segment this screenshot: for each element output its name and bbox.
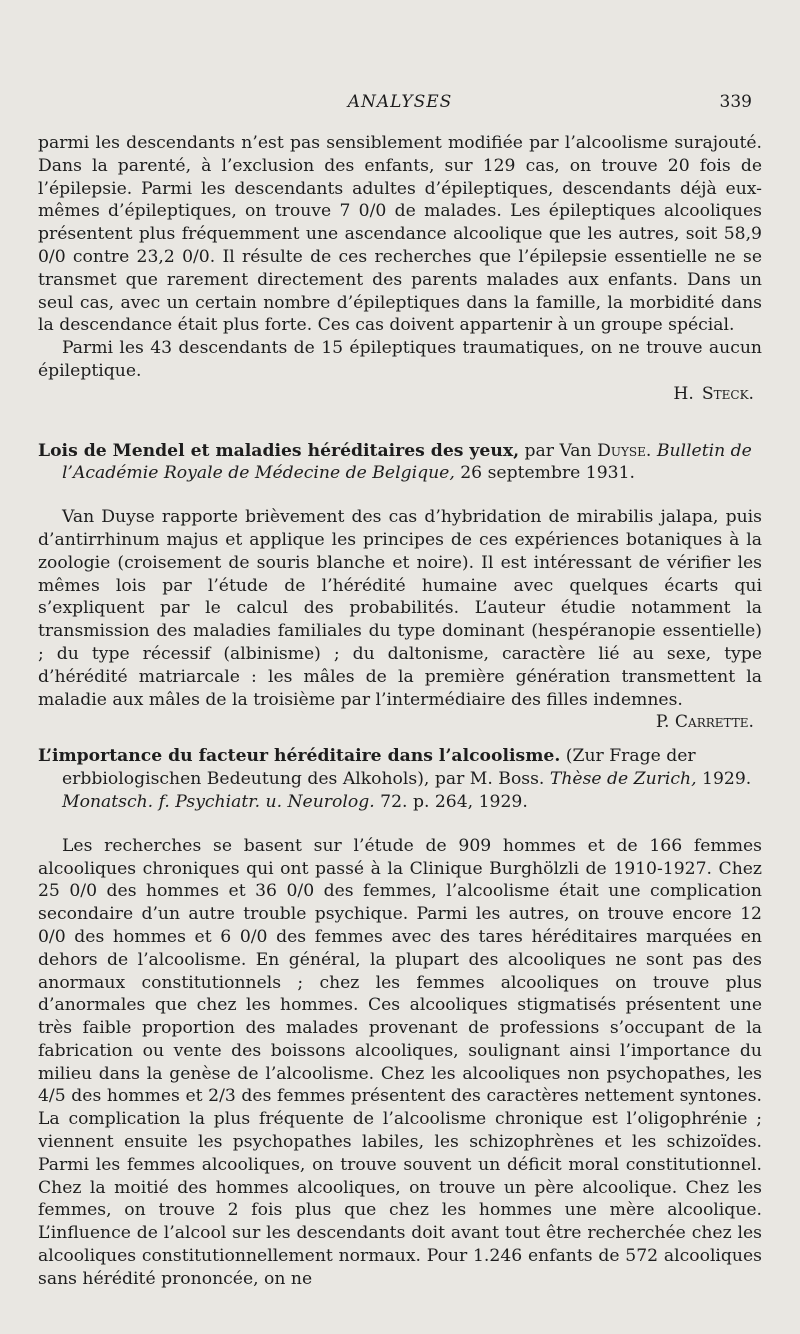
continued-paragraph: parmi les descendants n’est pas sensiblement modifiée par l’alcoolisme surajouté. Dans la parenté, à l’exclusion des enfants, sur 129 cas, on trouve 20 fois de l’épilepsie. Parmi les descendants adultes d’épileptiques, descendants déjà eux-mêmes d’épileptiques, on trouve 7 0/0 de malades. Les épileptiques alcooliques présentent plus fréquemment une ascendance alcoolique que les autres, soit 58,9 0/0 contre 23,2 0/0. Il résulte de ces recherches que l’épilepsie essentielle ne se transmet que rarement directement des parents malades aux enfants. Dans un seul cas, avec un certain nombre d’épileptiques dans la famille, la morbidité dans la descendance était plus forte. Ces cas doivent appartenir à un groupe spécial. bbox=[38, 133, 762, 336]
review-heading-boss bbox=[38, 745, 762, 813]
review-author: Duyse. bbox=[597, 440, 652, 461]
review-heading-mendel bbox=[38, 440, 762, 486]
signature-initial: H. bbox=[673, 383, 694, 404]
review-title: Lois de Mendel et maladies héréditaires des yeux, bbox=[38, 440, 520, 461]
review-paragraph bbox=[38, 506, 762, 733]
page-header bbox=[38, 92, 762, 116]
continued-review bbox=[38, 132, 762, 406]
review-body-mendel bbox=[38, 506, 762, 733]
review-thesis: Thèse de Zurich, bbox=[549, 769, 697, 790]
signature-initial: P. bbox=[655, 712, 670, 733]
review-text: Van Duyse rapporte brièvement des cas d’hybridation de mirabilis jalapa, puis d’antirrhinum majus et applique les principes de ces expériences botaniques à la zoologie (croisement de souris blanche et noire). Il est intéressant de vérifier les mêmes lois par l’étude de l’hérédité humaine avec quelques écarts qui s’expliquent par le calcul des probabilités. L’auteur étudie notamment la transmission des maladies familiales du type dominant (hespéranopie essentielle) ; du type récessif (albinisme) ; du daltonisme, caractère lié au sexe, type d’hérédité matriarcale : les mâles de la première génération transmettent la maladie aux mâles de la troisième par l’intermédiaire des filles indemnes. bbox=[38, 507, 762, 710]
review-signature-carrette bbox=[632, 711, 754, 734]
review-by: par Van bbox=[524, 440, 592, 461]
review-original-title: (Zur Frage der erbbiologischen Bedeutung des Alkohols), par M. Boss. bbox=[62, 746, 696, 790]
review-journal: Monatsch. f. Psychiatr. u. Neurolog. bbox=[62, 791, 375, 812]
review-body-boss bbox=[38, 835, 762, 1291]
signature-name: Carrette. bbox=[674, 712, 754, 733]
review-title: L’importance du facteur héréditaire dans l’alcoolisme. bbox=[38, 746, 561, 767]
review-journal-ref: 72. p. 264, 1929. bbox=[380, 791, 528, 812]
running-head: ANALYSES bbox=[347, 92, 453, 112]
review-thesis-year: 1929. bbox=[702, 769, 752, 790]
page-number: 339 bbox=[719, 92, 752, 112]
review-paragraph: Les recherches se basent sur l’étude de 909 hommes et de 166 femmes alcooliques chroniques qui ont passé à la Clinique Burghölzli de 1910-1927. Chez 25 0/0 des hommes et 36 0/0 des femmes, l’alcoolisme était une complication secondaire d’un autre trouble psychique. Parmi les autres, on trouve encore 12 0/0 des hommes et 6 0/0 des femmes avec des tares héréditaires marquées en dehors de l’alcoolisme. En général, la plupart des alcooliques ne sont pas des anormaux constitutionnels ; chez les femmes alcooliques on trouve plus d’anormales que chez les hommes. Ces alcooliques stigmatisés présentent une très faible proportion des malades provenant de professions s’occupant de la fabrication ou vente des boissons alcooliques, soulignant ainsi l’importance du milieu dans la genèse de l’alcoolisme. Chez les alcooliques non psychopathes, les 4/5 des hommes et 2/3 des femmes présentent des caractères nettement syntones. La complication la plus fréquente de l’alcoolisme chronique est l’oligophrénie ; viennent ensuite les psychopathes labiles, les schizophrènes et les schizoïdes. Parmi les femmes alcooliques, on trouve souvent un déficit moral constitutionnel. Chez la moitié des hommes alcooliques, on trouve un père alcoolique. Chez les femmes, on trouve 2 fois plus que chez les hommes une mère alcoolique. L’influence de l’alcool sur les descendants doit avant tout être recherchée chez les alcooliques constitutionnellement normaux. Pour 1.246 enfants de 572 alcooliques sans hérédité prononcée, on ne bbox=[38, 835, 762, 1289]
signature-name: Steck. bbox=[701, 383, 754, 404]
continued-paragraph-2: Parmi les 43 descendants de 15 épileptiques traumatiques, on ne trouve aucun épileptique. bbox=[38, 338, 762, 381]
review-date: 26 septembre 1931. bbox=[460, 463, 636, 484]
review-source: Bulletin de l’Académie Royale de Médecine de Belgique, bbox=[62, 440, 752, 484]
review-signature-steck bbox=[38, 383, 754, 406]
